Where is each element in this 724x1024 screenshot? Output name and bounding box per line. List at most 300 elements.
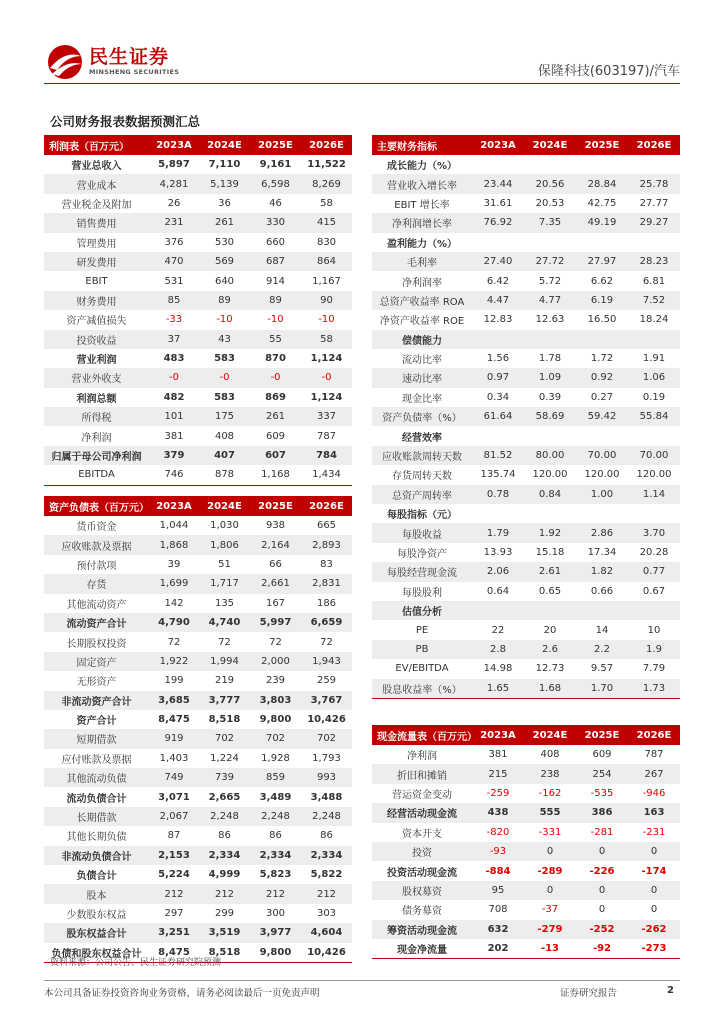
row-value: 665 xyxy=(316,520,337,532)
row-label: 固定资产 xyxy=(44,652,149,671)
row-value: 20.28 xyxy=(639,547,669,558)
row-value: 0.39 xyxy=(538,391,562,403)
row-label: 债务募资 xyxy=(402,906,442,918)
row-value: 6.19 xyxy=(576,291,628,310)
row-label: 研发费用 xyxy=(44,252,149,271)
row-value: 8,475 xyxy=(158,714,190,726)
row-label: 营业收入增长率 xyxy=(372,174,472,193)
row-label: 资产合计 xyxy=(76,716,117,728)
row-label: 盈利能力（%） xyxy=(386,238,458,250)
row-label: 投资 xyxy=(372,842,472,861)
table-row xyxy=(44,407,352,426)
row-label: EBIT 增长率 xyxy=(394,199,450,211)
row-value: 37 xyxy=(149,330,199,349)
table-row xyxy=(372,426,680,445)
table-row xyxy=(44,330,352,349)
row-value: 12.73 xyxy=(535,663,565,675)
row-value: 9.57 xyxy=(590,663,614,675)
row-value: 787 xyxy=(316,430,337,442)
row-value: 186 xyxy=(316,597,337,609)
row-value: 101 xyxy=(149,407,199,426)
brand-logo xyxy=(45,44,179,80)
row-value xyxy=(576,233,628,252)
row-value: 878 xyxy=(199,465,250,485)
row-value: 5,224 xyxy=(158,869,190,881)
row-value: 22 xyxy=(491,624,505,636)
row-label: 财务费用 xyxy=(44,291,149,310)
row-value: 2,248 xyxy=(301,807,352,826)
row-value xyxy=(524,601,576,620)
row-value: 2,153 xyxy=(149,846,199,865)
row-value: 2,164 xyxy=(250,535,301,554)
table-row xyxy=(44,426,352,445)
row-value: 81.52 xyxy=(472,446,524,465)
row-value: 1,124 xyxy=(310,391,343,403)
row-label: 净利润 xyxy=(81,432,112,444)
table-row xyxy=(44,310,352,329)
table-row xyxy=(372,330,680,349)
row-value: 72 xyxy=(167,636,181,648)
row-label: 负债和股东权益合计 xyxy=(44,943,149,963)
row-value: -33 xyxy=(165,314,183,326)
row-value: 1.56 xyxy=(486,353,510,365)
row-value: 3,777 xyxy=(199,691,250,710)
row-value: 261 xyxy=(199,213,250,232)
row-label: 负债合计 xyxy=(76,871,117,883)
row-value: 0.64 xyxy=(486,585,510,597)
row-value: 1,806 xyxy=(199,535,250,554)
table-row xyxy=(44,904,352,923)
row-value: 86 xyxy=(320,830,333,842)
row-value xyxy=(628,330,680,349)
row-value xyxy=(628,426,680,445)
footer-disclaimer: 本公司具备证券投资咨询业务资格，请务必阅读最后一页免责声明 xyxy=(44,988,320,999)
row-value: 869 xyxy=(265,391,286,403)
row-value xyxy=(472,330,524,349)
row-value: 0 xyxy=(524,842,576,861)
table-row xyxy=(372,861,680,880)
row-value: -37 xyxy=(541,904,559,916)
row-value: 8,518 xyxy=(208,714,241,726)
table-row xyxy=(372,803,680,822)
row-label: 每股股利 xyxy=(402,587,442,599)
row-label: 总资产收益率 ROA xyxy=(372,291,472,310)
row-label: 货币资金 xyxy=(76,522,117,534)
row-value: 2.6 xyxy=(524,640,576,659)
row-value: 46 xyxy=(269,197,282,209)
table-row xyxy=(44,465,352,485)
row-value: 9,800 xyxy=(250,943,301,963)
table-row xyxy=(44,613,352,632)
table-row xyxy=(372,213,680,232)
row-value: 870 xyxy=(265,353,286,365)
row-value: 300 xyxy=(265,908,286,919)
row-value: 135.74 xyxy=(480,469,516,481)
row-value: 23.44 xyxy=(472,174,524,193)
row-label: 资本开支 xyxy=(402,828,442,840)
row-value: 787 xyxy=(644,749,664,761)
row-value: 212 xyxy=(149,884,199,903)
table-row xyxy=(44,594,352,613)
table-row xyxy=(44,671,352,690)
row-value: 1.79 xyxy=(472,523,524,542)
table-row xyxy=(372,601,680,620)
row-value: 1.00 xyxy=(576,485,628,504)
row-label: 流动比率 xyxy=(402,355,442,367)
row-value: 0.19 xyxy=(642,391,666,403)
row-value: -535 xyxy=(590,787,614,799)
table-row xyxy=(44,807,352,826)
row-value: 28.84 xyxy=(576,174,628,193)
row-label: 长期股权投资 xyxy=(66,638,127,650)
row-label: 应收账款周转天数 xyxy=(372,446,472,465)
row-value: 25.78 xyxy=(628,174,680,193)
table-row xyxy=(372,745,680,764)
row-label: EV/EBITDA xyxy=(395,663,449,675)
table-row xyxy=(372,679,680,699)
table-row xyxy=(44,787,352,806)
row-value: 17.34 xyxy=(587,547,617,558)
row-value: 55.84 xyxy=(628,407,680,426)
table-row xyxy=(372,764,680,783)
row-value: 120.00 xyxy=(636,469,672,481)
row-value: 0 xyxy=(576,842,628,861)
row-value: 0.65 xyxy=(538,585,562,597)
row-value: -0 xyxy=(199,368,250,387)
income-header-row xyxy=(44,135,352,155)
brand-name-cn: 民生证券 xyxy=(89,46,170,68)
row-value: 4,999 xyxy=(208,869,241,881)
table-row xyxy=(372,900,680,919)
row-label: 非流动负债合计 xyxy=(44,846,149,865)
table-row xyxy=(44,271,352,290)
row-value: 4.77 xyxy=(524,291,576,310)
row-value: 640 xyxy=(214,275,235,287)
table-row xyxy=(372,310,680,329)
table-row xyxy=(44,368,352,387)
table-row xyxy=(372,920,680,939)
row-value: 2,000 xyxy=(250,652,301,671)
row-value xyxy=(628,155,680,174)
row-value xyxy=(524,426,576,445)
row-value: 212 xyxy=(250,884,301,903)
row-value: 72 xyxy=(269,636,282,648)
row-value: 864 xyxy=(301,252,352,271)
row-value: 59.42 xyxy=(576,407,628,426)
row-value: 3,977 xyxy=(250,923,301,942)
year-column-header: 2026E xyxy=(301,135,352,155)
row-label: 筹资活动现金流 xyxy=(372,920,472,939)
row-value: 31.61 xyxy=(483,197,513,209)
row-label: 股权募资 xyxy=(372,881,472,900)
row-value: 2.61 xyxy=(524,562,576,581)
row-value: 1,928 xyxy=(261,752,290,764)
row-value: 261 xyxy=(250,407,301,426)
row-value: 20 xyxy=(543,624,557,636)
row-value: -262 xyxy=(628,920,680,939)
table-row xyxy=(44,652,352,671)
table-row xyxy=(44,574,352,593)
row-value: 89 xyxy=(250,291,301,310)
row-value: 746 xyxy=(149,465,199,485)
row-value: 2.8 xyxy=(472,640,524,659)
table-row xyxy=(372,252,680,271)
row-value: 1.06 xyxy=(628,368,680,387)
row-value: 90 xyxy=(301,291,352,310)
year-column-header: 2025E xyxy=(576,135,628,155)
row-value: 583 xyxy=(214,353,235,365)
row-value: 7.52 xyxy=(628,291,680,310)
cash-flow-table xyxy=(372,725,680,959)
row-value: 7.35 xyxy=(524,213,576,232)
row-value: -10 xyxy=(216,314,233,326)
table-title-header: 主要财务指标 xyxy=(372,135,472,155)
row-value: 27.97 xyxy=(576,252,628,271)
row-label: 总资产周转率 xyxy=(372,485,472,504)
balance-header-row xyxy=(44,496,352,516)
row-value: 1.78 xyxy=(538,353,562,365)
year-column-header: 2026E xyxy=(628,725,680,745)
row-value: 135 xyxy=(214,597,235,609)
row-value: -279 xyxy=(524,920,576,939)
row-value: 212 xyxy=(301,884,352,903)
row-value: 0.27 xyxy=(590,391,614,403)
row-value: 36 xyxy=(218,197,231,209)
row-value: 1,168 xyxy=(250,465,301,485)
row-label: 股本 xyxy=(44,884,149,903)
table-row xyxy=(372,620,680,639)
row-value: 386 xyxy=(576,803,628,822)
row-value: 26 xyxy=(167,197,181,209)
row-value: 3.70 xyxy=(628,523,680,542)
table-row xyxy=(44,632,352,651)
row-value: 6.81 xyxy=(642,275,666,287)
key-ratios-table xyxy=(372,135,680,699)
row-value: 3,071 xyxy=(158,791,190,803)
row-value: 58 xyxy=(320,197,333,209)
row-label: 营业成本 xyxy=(44,174,149,193)
table-row xyxy=(372,543,680,562)
row-value: 2,334 xyxy=(199,846,250,865)
row-value: 1,943 xyxy=(301,652,352,671)
table-row xyxy=(44,252,352,271)
row-label: 股息收益率（%） xyxy=(372,679,472,699)
row-value: -946 xyxy=(642,787,666,799)
row-value: 1,167 xyxy=(312,275,341,287)
row-value: -162 xyxy=(538,787,562,799)
year-column-header: 2024E xyxy=(199,135,250,155)
table-row xyxy=(372,582,680,601)
row-value: 609 xyxy=(592,749,612,761)
row-value: 3,519 xyxy=(199,923,250,942)
row-label: 现金比率 xyxy=(402,393,442,405)
table-row xyxy=(44,729,352,748)
row-label: 每股指标（元） xyxy=(387,510,457,522)
table-row xyxy=(372,174,680,193)
row-label: 其他长期负债 xyxy=(66,832,127,844)
row-value: 4,740 xyxy=(199,613,250,632)
row-value: 76.92 xyxy=(472,213,524,232)
row-value: 1.73 xyxy=(628,679,680,699)
row-value: 1,434 xyxy=(301,465,352,485)
row-value: 85 xyxy=(149,291,199,310)
row-label: 非流动资产合计 xyxy=(44,691,149,710)
row-value: 5.72 xyxy=(538,275,562,287)
table-title-header: 现金流量表（百万元） xyxy=(372,725,472,745)
row-value: 163 xyxy=(628,803,680,822)
table-row xyxy=(372,368,680,387)
row-value: 72 xyxy=(320,636,333,648)
row-value: 5,997 xyxy=(250,613,301,632)
row-value: 27.40 xyxy=(472,252,524,271)
table-row xyxy=(44,233,352,252)
row-value: 72 xyxy=(218,636,231,648)
table-row xyxy=(372,504,680,523)
row-value: 2,067 xyxy=(149,807,199,826)
table-row xyxy=(44,174,352,193)
row-value: 87 xyxy=(167,830,181,842)
table-row xyxy=(372,640,680,659)
row-value: 702 xyxy=(301,729,352,748)
row-value: 167 xyxy=(265,597,286,609)
row-value: 0.34 xyxy=(486,391,510,403)
table-title-header: 利润表（百万元） xyxy=(44,135,149,155)
table-row xyxy=(44,923,352,942)
row-label: 营业税金及附加 xyxy=(61,199,132,211)
row-label: 资产减值损失 xyxy=(66,316,127,328)
row-value: 239 xyxy=(265,675,286,687)
table-row xyxy=(44,749,352,768)
row-value: 29.27 xyxy=(628,213,680,232)
row-label: PB xyxy=(372,640,472,659)
row-value: 1.92 xyxy=(524,523,576,542)
row-value: 89 xyxy=(199,291,250,310)
row-value: -231 xyxy=(642,826,666,838)
row-value: 6,598 xyxy=(250,174,301,193)
row-value: 859 xyxy=(250,768,301,787)
row-value: -93 xyxy=(472,842,524,861)
row-value: -289 xyxy=(537,865,563,877)
row-value: 0 xyxy=(524,881,576,900)
row-label: 其他流动资产 xyxy=(66,599,127,611)
row-value: 259 xyxy=(316,675,337,687)
row-label: 长期借款 xyxy=(44,807,149,826)
row-value xyxy=(472,233,524,252)
row-value: 215 xyxy=(472,764,524,783)
table-row xyxy=(44,826,352,845)
row-value: 830 xyxy=(316,236,337,248)
row-value: 61.64 xyxy=(472,407,524,426)
table-row xyxy=(372,784,680,803)
row-value: 438 xyxy=(472,803,524,822)
row-value: 299 xyxy=(214,908,235,919)
row-label: 现金净流量 xyxy=(372,939,472,959)
row-value: 6.62 xyxy=(590,275,614,287)
row-value: 914 xyxy=(265,275,286,287)
row-value: 632 xyxy=(472,920,524,939)
row-value: 0.66 xyxy=(590,585,614,597)
row-value: 483 xyxy=(163,353,185,365)
table-row xyxy=(44,349,352,368)
table-row xyxy=(44,291,352,310)
row-value: 70.00 xyxy=(628,446,680,465)
row-value: 381 xyxy=(488,749,508,761)
row-value: 49.19 xyxy=(576,213,628,232)
row-value: -331 xyxy=(538,826,562,838)
row-value: 2,248 xyxy=(250,807,301,826)
row-value: 70.00 xyxy=(576,446,628,465)
row-value: 175 xyxy=(199,407,250,426)
row-value: 66 xyxy=(269,558,282,570)
row-value: 702 xyxy=(250,729,301,748)
row-label: 净利润增长率 xyxy=(372,213,472,232)
row-value: 708 xyxy=(488,904,508,916)
row-value: -0 xyxy=(250,368,301,387)
cashflow-header-row xyxy=(372,725,680,745)
row-label: PE xyxy=(415,624,429,636)
row-value: 58 xyxy=(301,330,352,349)
row-label: 每股收益 xyxy=(372,523,472,542)
row-value xyxy=(576,504,628,523)
row-value: 2,665 xyxy=(208,791,241,803)
table-row xyxy=(372,485,680,504)
row-value xyxy=(472,601,524,620)
table-row xyxy=(372,823,680,842)
row-value: 303 xyxy=(316,908,337,919)
row-value: 7,110 xyxy=(208,159,241,171)
row-value: 2.86 xyxy=(576,523,628,542)
row-value: 1,868 xyxy=(149,535,199,554)
row-value xyxy=(576,426,628,445)
row-value: -13 xyxy=(524,939,576,959)
row-value: 120.00 xyxy=(584,469,620,481)
row-value: -252 xyxy=(576,920,628,939)
table-row xyxy=(372,349,680,368)
row-value: -259 xyxy=(486,787,510,799)
row-value: 18.24 xyxy=(639,314,669,326)
row-value: 470 xyxy=(149,252,199,271)
ratios-header-row xyxy=(372,135,680,155)
row-value: 2,334 xyxy=(250,846,301,865)
header-divider xyxy=(44,83,680,84)
table-row xyxy=(44,194,352,213)
row-value: 238 xyxy=(524,764,576,783)
row-label: EBITDA xyxy=(44,465,149,485)
row-value: 1.9 xyxy=(628,640,680,659)
row-value: 408 xyxy=(540,749,560,761)
row-label: 经营效率 xyxy=(402,432,442,444)
row-value: 2.2 xyxy=(576,640,628,659)
row-value: 408 xyxy=(214,430,235,442)
row-value: 9,800 xyxy=(259,714,292,726)
year-column-header: 2023A xyxy=(472,725,524,745)
row-value: 39 xyxy=(167,558,181,570)
table-row xyxy=(372,881,680,900)
table-row xyxy=(44,213,352,232)
row-value xyxy=(472,155,524,174)
row-label: 营业外收支 xyxy=(44,368,149,387)
row-value: 919 xyxy=(149,729,199,748)
table-row xyxy=(44,555,352,574)
row-label: 估值分析 xyxy=(372,601,472,620)
row-value xyxy=(472,504,524,523)
row-value: 2,893 xyxy=(301,535,352,554)
row-value: 8,269 xyxy=(301,174,352,193)
row-value: 254 xyxy=(576,764,628,783)
row-value: 607 xyxy=(250,446,301,465)
row-value: 9,161 xyxy=(259,159,292,171)
row-value: 212 xyxy=(199,884,250,903)
